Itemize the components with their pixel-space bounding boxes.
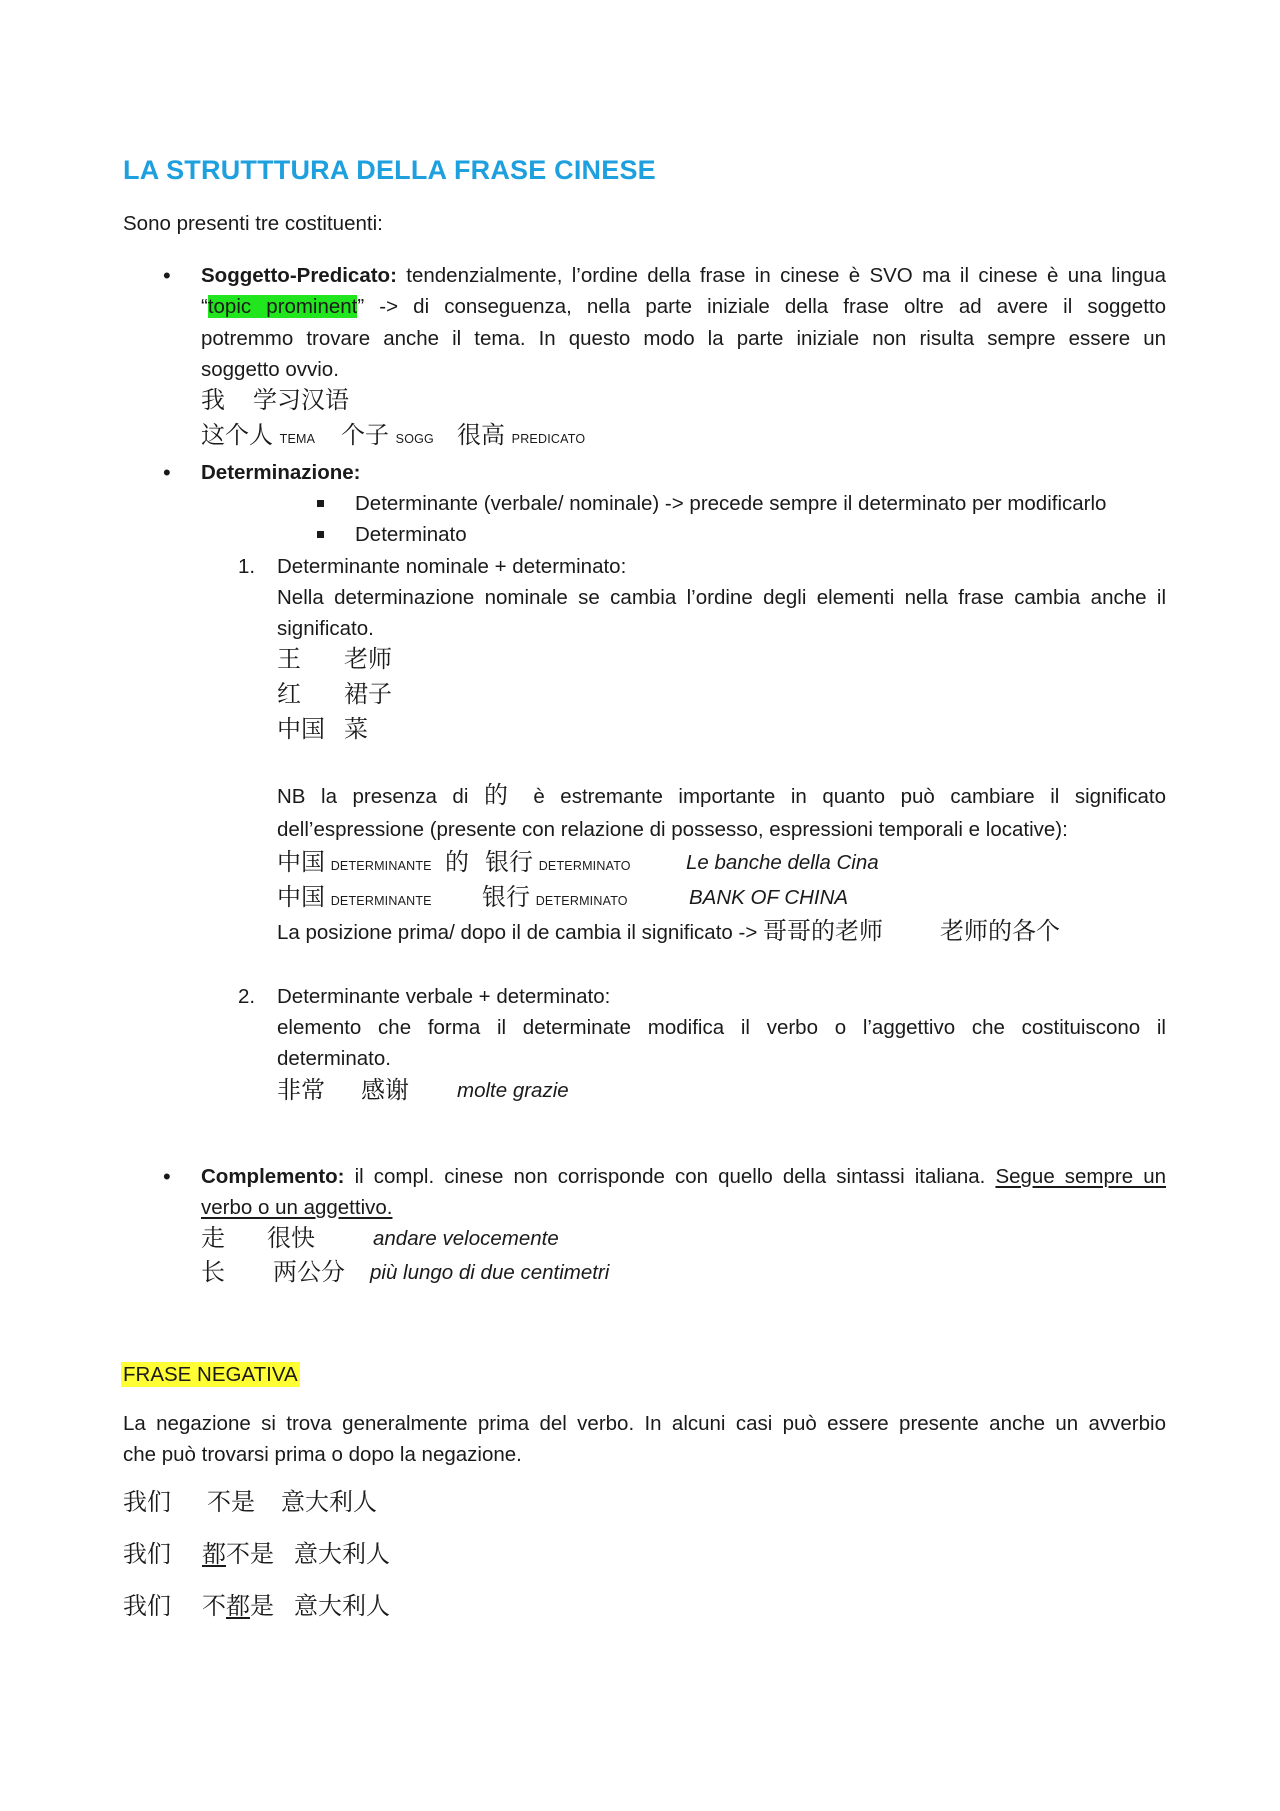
bullet-determinazione: • <box>163 460 171 485</box>
complemento-label: Complemento: <box>201 1165 345 1188</box>
determinazione-label: Determinazione: <box>201 461 361 484</box>
section-heading-negativa: FRASE NEGATIVA <box>123 1363 298 1386</box>
complemento-line-1: Complemento: il compl. cinese non corrisponde con quello della sintassi italiana. Segue sempre un <box>201 1165 1167 1188</box>
soggetto-line-2: “topic prominent” -> di conseguenza, nella parte iniziale della frase oltre ad avere il soggetto <box>201 295 1166 318</box>
bullet-soggetto: • <box>163 263 171 288</box>
square-bullet <box>317 531 324 538</box>
verbale-title: Determinante verbale + determinato: <box>277 985 611 1008</box>
nb-line-1: NB la presenza di 的 è estremante importante in quanto può cambiare il significato <box>277 782 1167 809</box>
square-bullet <box>317 500 324 507</box>
list-number-1: 1. <box>238 555 256 578</box>
nominale-line-2: significato. <box>277 617 374 640</box>
nominale-line-1: Nella determinazione nominale se cambia l’ordine degli elementi nella frase cambia anche il <box>277 586 1166 609</box>
topic-prominent-highlight: topic prominent <box>207 295 358 318</box>
nominale-title: Determinante nominale + determinato: <box>277 555 627 578</box>
verbale-line-1: elemento che forma il determinate modifica il verbo o l’aggettivo che costituiscono il <box>277 1016 1166 1039</box>
page-title: LA STRUTTTURA DELLA FRASE CINESE <box>123 155 656 185</box>
soggetto-line-4: soggetto ovvio. <box>201 358 339 381</box>
soggetto-label: Soggetto-Predicato: <box>201 264 397 287</box>
intro-text: Sono presenti tre costituenti: <box>123 212 383 235</box>
nb-line-2: dell’espressione (presente con relazione di possesso, espressioni temporali e locative): <box>277 818 1068 841</box>
complemento-line-2: verbo o un aggettivo. <box>201 1196 393 1219</box>
document-page: LA STRUTTTURA DELLA FRASE CINESE Sono presenti tre costituenti: • Soggetto-Predicato: tendenzialmente, l’ordine della frase in cinese è SVO ma il cinese è una lingua “topic prominent” -> di conseguenza, nella parte iniziale della frase oltre ad avere il soggetto potremmo trovare anche il tema. In questo modo la parte iniziale non risulta sempre essere un soggetto ovvio. 我 学习汉语 这个人 TEMA 个子 SOGG 很高 PREDICATO • Determinazione: Determinante (verbale/ nominale) -> precede sempre il determinato per modificarlo Determinato 1. Determinante nominale + determinato: Nella determinazione nominale se cambia l’ordine degli elementi nella frase cambia anche il significato. 王 老师 红 裙子 中国 菜 NB la presenza di 的 è estremante importante in quanto può cambiare il significato dell’espressione (presente con relazione di possesso, espressioni temporali e locative): 中国 DETERMINANTE 的 银行 DETERMINATO Le banche della Cina 中国 DETERMINANTE 银行 DETERMINATO BANK OF CHINA La posizione prima/ dopo il de cambia il significato -> 哥哥的老师 老师的各个 2. Determinante verbale + determinato: elemento che forma il determinate modifica il verbo o l’aggettivo che costituiscono il determinato. 非常 感谢 molte grazie • Complemento: il compl. cinese non corrisponde con quello della sintassi italiana. Segue sempre un verbo o un aggettivo. 走 很快 andare velocemente 长 两公分 più lungo di due centimetri FRASE NEGATIVA La negazione si trova generalmente prima del verbo. In alcuni casi può essere presente anche un avverbio che può trovarsi prima o dopo la negazione. 我们 不是 意大利人 我们 都不是 意大利人 我们 不都是 意大利人 <box>123 155 1167 1620</box>
soggetto-line-3: potremmo trovare anche il tema. In questo modo la parte iniziale non risulta sempre essere un <box>201 327 1166 350</box>
list-number-2: 2. <box>238 985 256 1008</box>
negativa-line-1: La negazione si trova generalmente prima del verbo. In alcuni casi può essere presente anche un avverbio <box>123 1412 1166 1435</box>
determinazione-sub-1: Determinante (verbale/ nominale) -> precede sempre il determinato per modificarlo <box>355 492 1107 515</box>
verbale-line-2: determinato. <box>277 1047 391 1070</box>
position-line: La posizione prima/ dopo il de cambia il significato -> 哥哥的老师 老师的各个 <box>277 918 1060 945</box>
determinazione-sub-2: Determinato <box>355 523 467 546</box>
bullet-complemento: • <box>163 1164 171 1189</box>
negativa-line-2: che può trovarsi prima o dopo la negazione. <box>123 1443 522 1466</box>
soggetto-line-1: Soggetto-Predicato: tendenzialmente, l’ordine della frase in cinese è SVO ma il cinese è una lingua <box>201 264 1166 287</box>
